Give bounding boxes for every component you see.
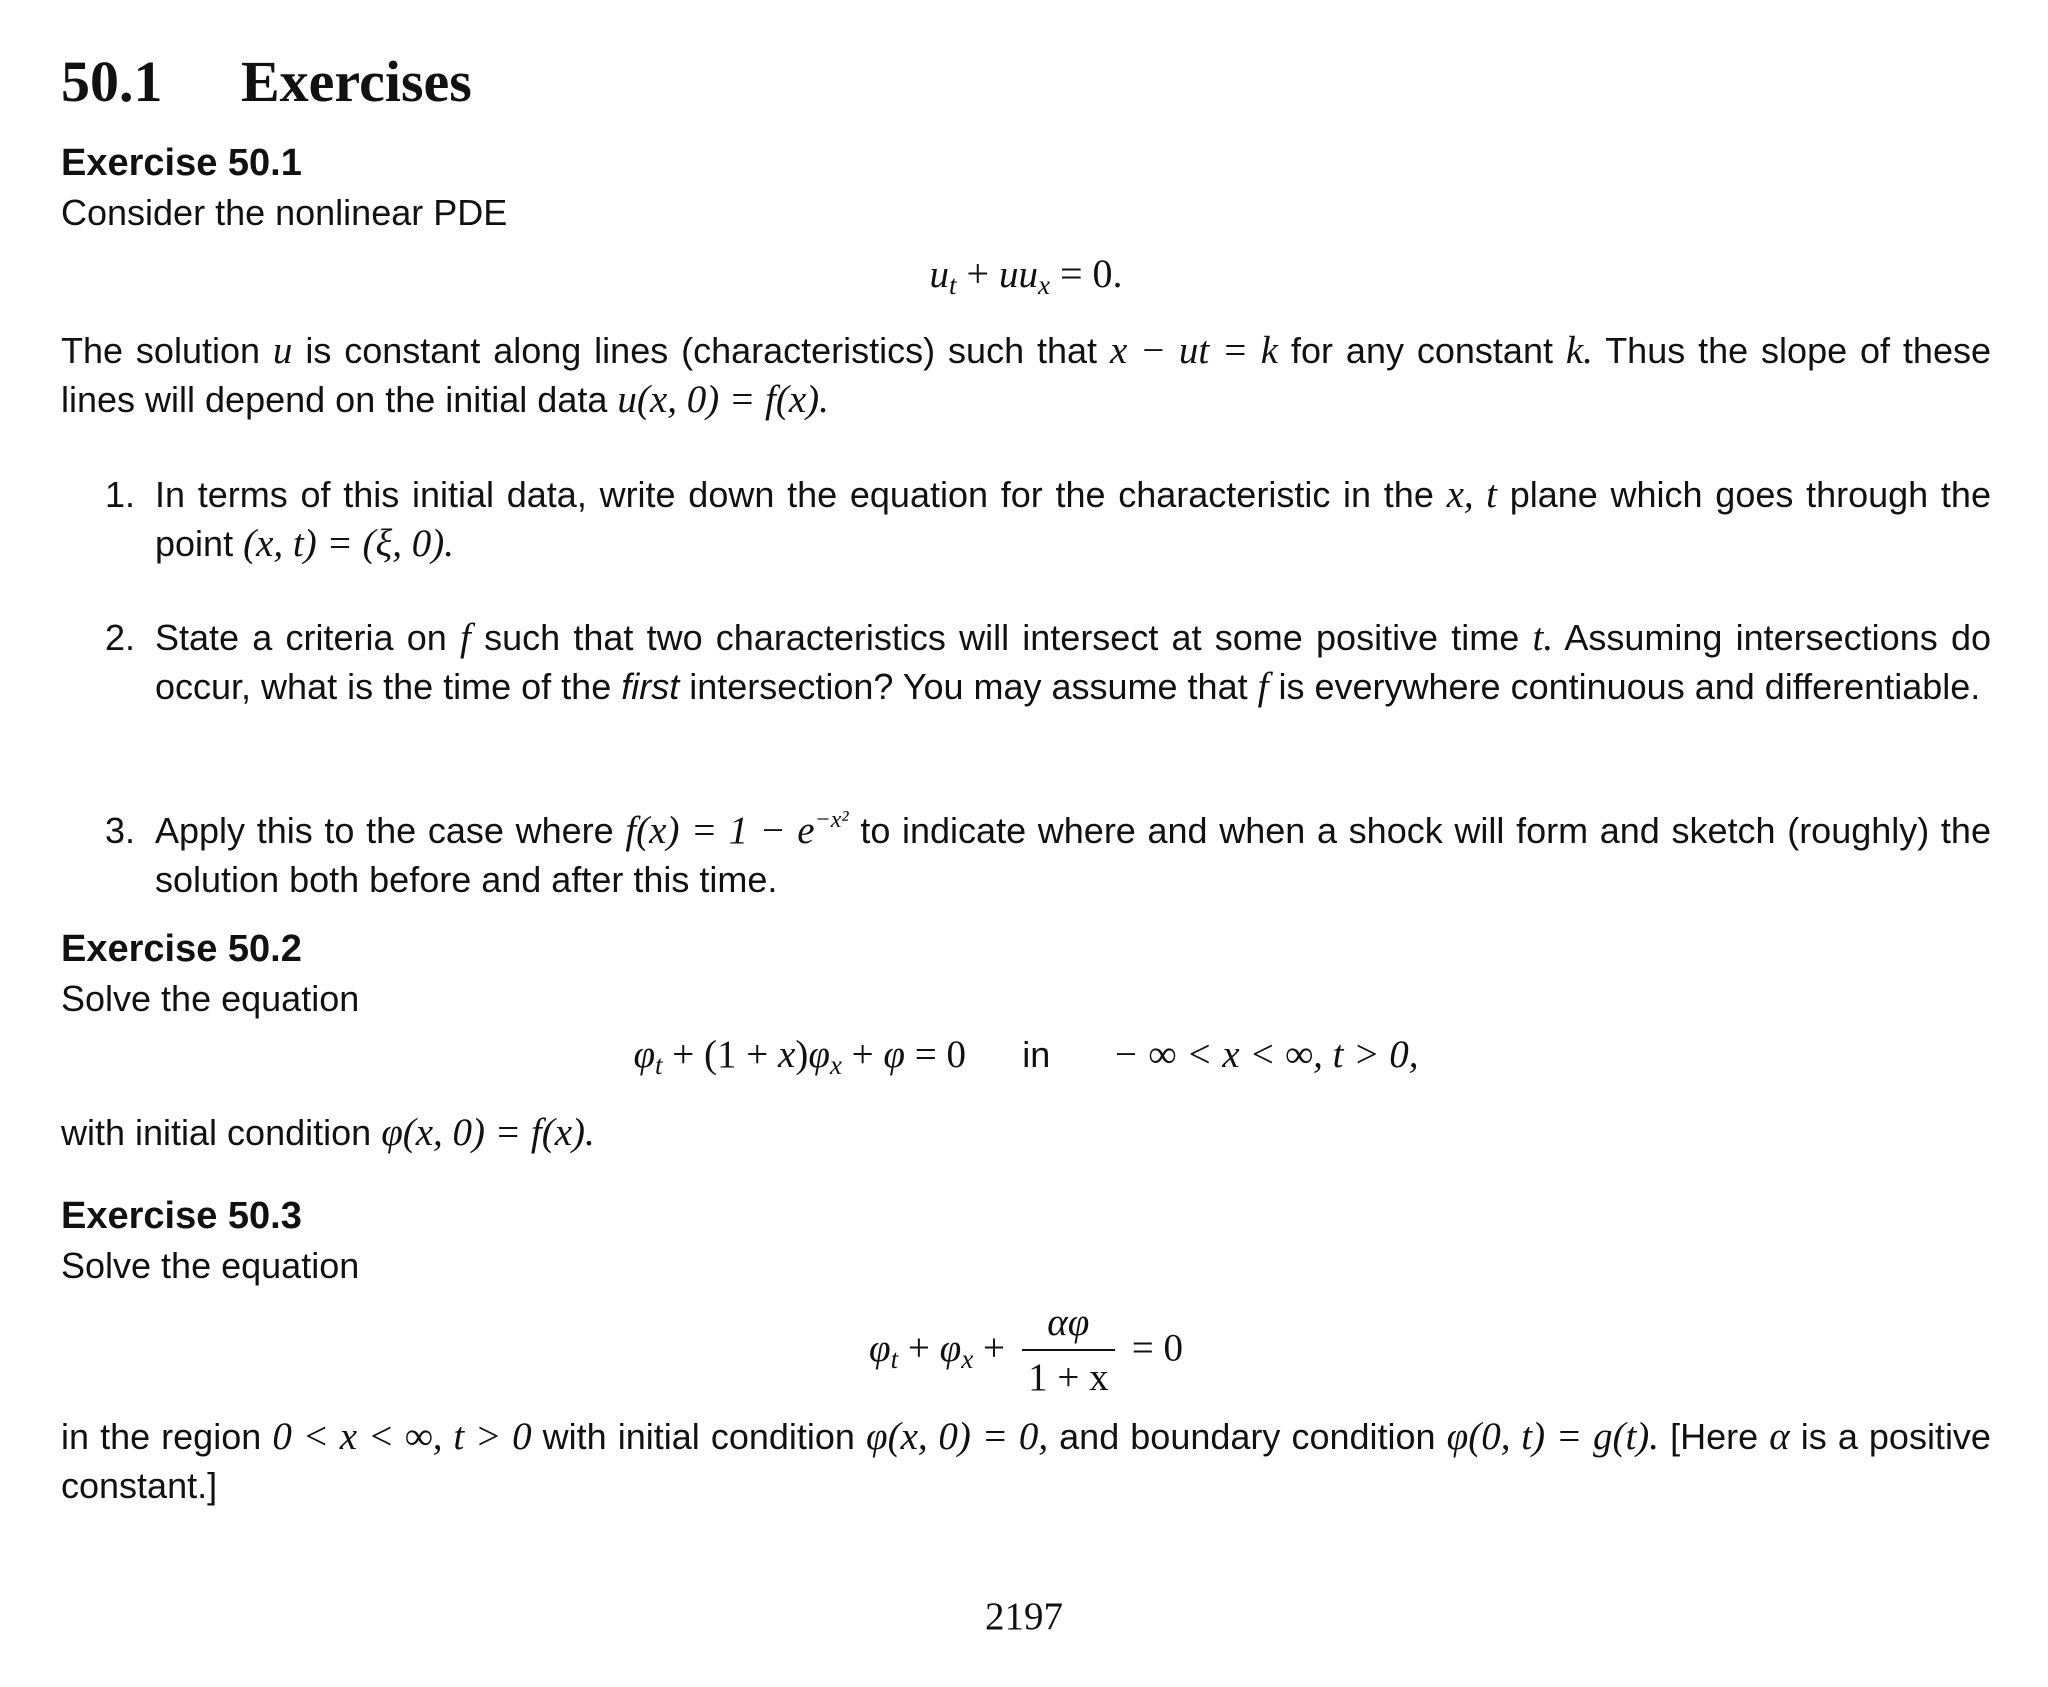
section-title-text: Exercises xyxy=(241,49,472,114)
exercise-50-2-heading: Exercise 50.2 xyxy=(61,928,302,970)
page-number: 2197 xyxy=(985,1595,1063,1638)
exercise-50-3-heading: Exercise 50.3 xyxy=(61,1195,302,1237)
exercise-50-1-paragraph: The solution u is constant along lines (characteristics) such that x − ut = k for any constant k. Thus the slope of these lines will depend on the initial data u(x, 0) = f(x). xyxy=(61,329,1991,421)
section-number: 50.1 xyxy=(61,49,163,114)
exercise-50-1-pde: $u_t + uu_x = 0$. xyxy=(929,251,1123,300)
exercise-50-1-heading: Exercise 50.1 xyxy=(61,142,302,184)
exercise-50-3-paragraph: in the region 0 < x < ∞, t > 0 with initial condition φ(x, 0) = 0, and boundary condition φ(0, t) = g(t). [Here α is a positive constant.] xyxy=(61,1415,1991,1506)
exercise-50-3-intro: Solve the equation xyxy=(61,1245,360,1286)
section-title xyxy=(61,48,472,115)
exercise-50-2-equation-lhs: $\varphi_t + (1 + x)\varphi_x + \varphi = 0$ xyxy=(633,1033,966,1080)
exercise-50-1-intro: Consider the nonlinear PDE xyxy=(61,192,508,233)
exercise-50-3-equation: $\varphi_t + \varphi_x$ + $\frac{\alpha\varphi}{1 + x}$ = 0 xyxy=(869,1301,1183,1399)
exercise-50-2-intro: Solve the equation xyxy=(61,978,360,1019)
exercise-50-2-initial-condition: with initial condition φ(x, 0) = f(x). xyxy=(61,1111,595,1154)
exercise-50-3-fraction: $\frac{\alpha\varphi}{1 + x}$ xyxy=(1022,1300,1115,1400)
exercise-50-2-equation: $\varphi_t + (1 + x)\varphi_x + \varphi = 0$ in − ∞ < x < ∞, t > 0, xyxy=(633,1033,1419,1080)
